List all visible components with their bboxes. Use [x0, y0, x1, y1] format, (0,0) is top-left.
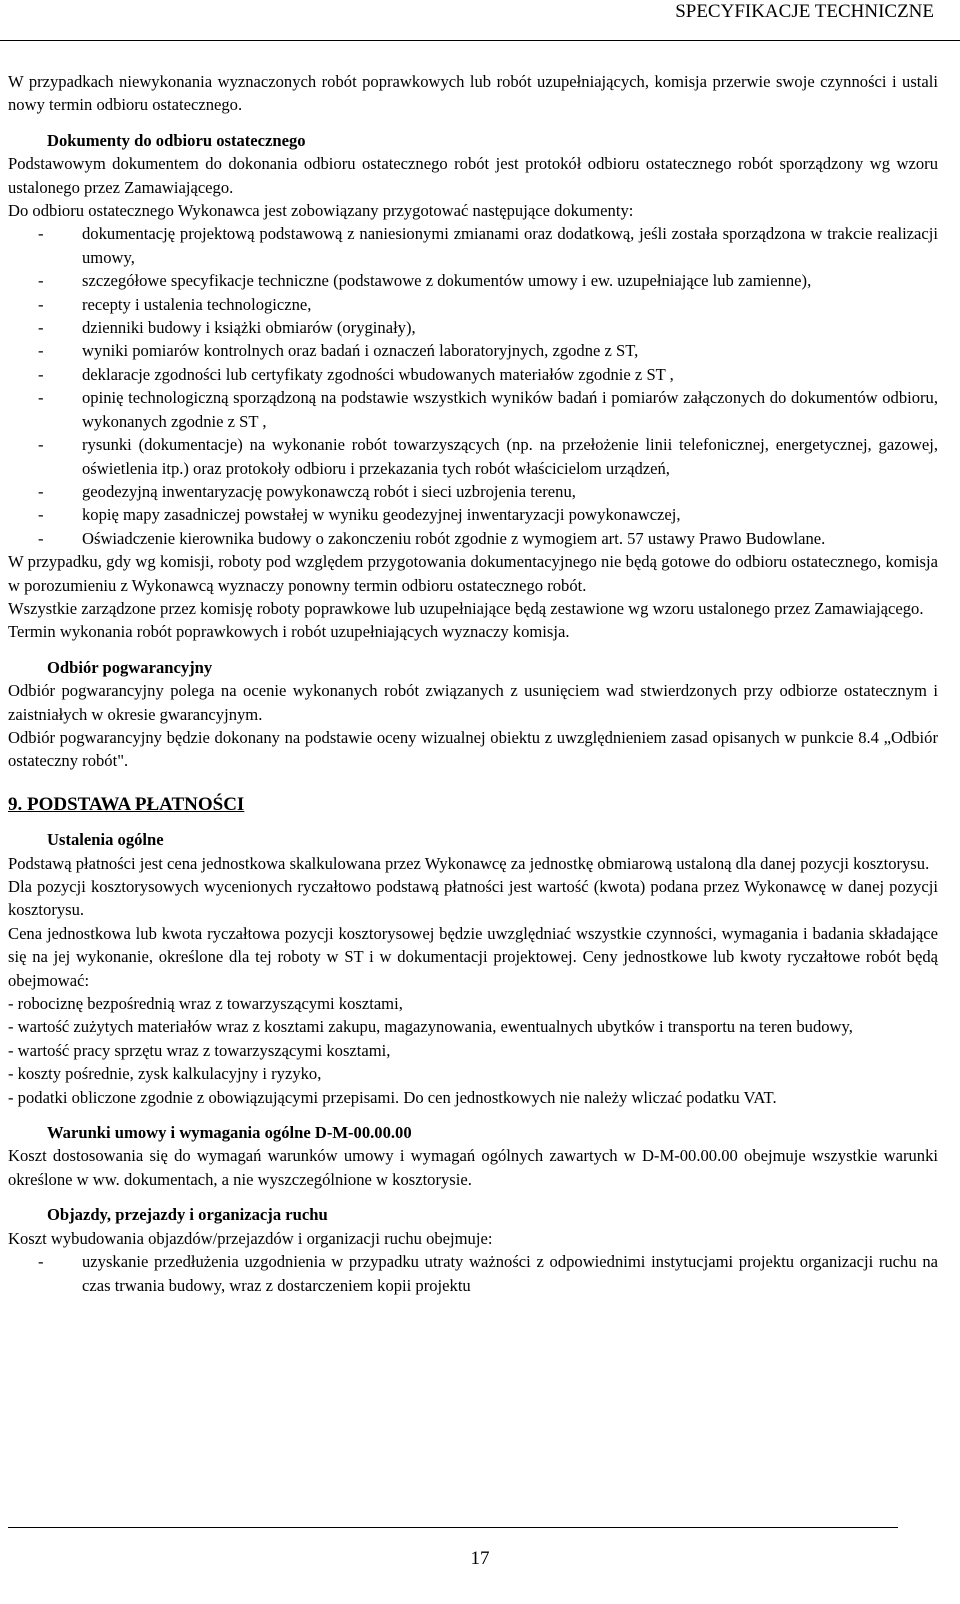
- detours-paragraph: Koszt wybudowania objazdów/przejazdów i organizacji ruchu obejmuje:: [8, 1228, 493, 1248]
- detours-list: [8, 1250, 938, 1297]
- section-title: 9. PODSTAWA PŁATNOŚCI: [8, 793, 245, 815]
- general-heading: Ustalenia ogólne: [47, 830, 164, 850]
- documents-paragraph-2: Do odbioru ostatecznego Wykonawca jest zobowiązany przygotować następujące dokumenty:: [8, 201, 634, 221]
- list-item: - Oświadczenie kierownika budowy o zakonczeniu robót zgodnie z wymogiem art. 57 ustawy Prawo Budowlane.: [8, 527, 938, 550]
- list-item: - wyniki pomiarów kontrolnych oraz badań i oznaczeń laboratoryjnych, zgodne z ST,: [8, 339, 938, 362]
- list-item: - kopię mapy zasadniczej powstałej w wyniku geodezyjnej inwentaryzacji powykonawczej,: [8, 503, 938, 526]
- list-item: - rysunki (dokumentacje) na wykonanie robót towarzyszących (np. na przełożenie linii telefonicznej, energetycznej, gazowej, oświetlenia itp.) oraz protokoły odbioru i przekazania tych robót właścicielom urządzeń,: [8, 433, 938, 480]
- cost-line: - koszty pośrednie, zysk kalkulacyjny i ryzyko,: [8, 1064, 322, 1084]
- general-paragraph-2: Dla pozycji kosztorysowych wycenionych ryczałtowo podstawą płatności jest wartość (kwota) podana przez Wykonawcę w danej pozycji kosztorysu.: [8, 877, 938, 920]
- documents-paragraph-5: Termin wykonania robót poprawkowych i robót uzupełniających wyznaczy komisja.: [8, 622, 570, 642]
- list-item: - uzyskanie przedłużenia uzgodnienia w przypadku utraty ważności z odpowiednimi instytucjami projektu organizacji ruchu na czas trwania budowy, wraz z dostarczeniem kopii projektu: [8, 1250, 938, 1297]
- document-body: [8, 70, 938, 1297]
- page-number: 17: [470, 1548, 490, 1569]
- general-paragraph-3: Cena jednostkowa lub kwota ryczałtowa pozycji kosztorysowej będzie uwzględniać wszystkie czynności, wymagania i badania składające się na jej wykonanie, określone dla tej roboty w ST i w dokumentacji projektowej. Ceny jednostkowe lub kwoty ryczałtowe robót będą obejmować:: [8, 923, 938, 990]
- header-title: SPECYFIKACJE TECHNICZNE: [675, 1, 934, 22]
- cost-line: - podatki obliczone zgodnie z obowiązującymi przepisami. Do cen jednostkowych nie należy wliczać podatku VAT.: [8, 1087, 777, 1107]
- cost-line: - robociznę bezpośrednią wraz z towarzyszącymi kosztami,: [8, 994, 403, 1014]
- documents-paragraph-1: Podstawowym dokumentem do dokonania odbioru ostatecznego robót jest protokół odbioru ostatecznego robót sporządzony wg wzoru ustalonego przez Zamawiającego.: [8, 154, 938, 197]
- intro-paragraph: W przypadkach niewykonania wyznaczonych robót poprawkowych lub robót uzupełniających, komisja przerwie swoje czynności i ustali nowy termin odbioru ostatecznego.: [8, 72, 938, 115]
- footer-divider: [8, 1527, 898, 1528]
- list-item: - dzienniki budowy i książki obmiarów (oryginały),: [8, 316, 938, 339]
- postwarranty-paragraph-2: Odbiór pogwarancyjny będzie dokonany na podstawie oceny wizualnej obiektu z uwzględnieniem zasad opisanych w punkcie 8.4 „Odbiór ostateczny robót".: [8, 727, 938, 771]
- postwarranty-paragraph-1: Odbiór pogwarancyjny polega na ocenie wykonanych robót związanych z usunięciem wad stwierdzonych przy odbiorze ostatecznym i zaistniałych w okresie gwarancyjnym.: [8, 681, 938, 724]
- contract-paragraph: Koszt dostosowania się do wymagań warunków umowy i wymagań ogólnych zawartych w D-M-00.00.00 obejmuje wszystkie warunki określone w ww. dokumentach, a nie wyszczególnione w kosztorysie.: [8, 1146, 938, 1189]
- documents-paragraph-4: Wszystkie zarządzone przez komisję roboty poprawkowe lub uzupełniające będą zestawione wg wzoru ustalonego przez Zamawiającego.: [8, 598, 924, 618]
- contract-heading: Warunki umowy i wymagania ogólne D-M-00.00.00: [47, 1123, 412, 1143]
- list-item: - szczegółowe specyfikacje techniczne (podstawowe z dokumentów umowy i ew. uzupełniające lub zamienne),: [8, 269, 938, 292]
- page-header: [0, 0, 960, 41]
- list-item: - deklaracje zgodności lub certyfikaty zgodności wbudowanych materiałów zgodnie z ST ,: [8, 363, 938, 386]
- documents-paragraph-3: W przypadku, gdy wg komisji, roboty pod względem przygotowania dokumentacyjnego nie będą gotowe do odbioru ostatecznego, komisja w porozumieniu z Wykonawcą wyznaczy ponowny termin odbioru ostatecznego robót.: [8, 552, 938, 595]
- documents-list: [8, 222, 938, 550]
- detours-heading: Objazdy, przejazdy i organizacja ruchu: [47, 1205, 328, 1225]
- cost-line: - wartość pracy sprzętu wraz z towarzyszącymi kosztami,: [8, 1040, 391, 1060]
- list-item: - geodezyjną inwentaryzację powykonawczą robót i sieci uzbrojenia terenu,: [8, 480, 938, 503]
- postwarranty-heading: Odbiór pogwarancyjny: [47, 657, 213, 677]
- list-item: - opinię technologiczną sporządzoną na podstawie wszystkich wyników badań i pomiarów załączonych do dokumentów odbioru, wykonanych zgodnie z ST ,: [8, 386, 938, 433]
- list-item: - recepty i ustalenia technologiczne,: [8, 293, 938, 316]
- list-item: - dokumentację projektową podstawową z naniesionymi zmianami oraz dodatkową, jeśli została sporządzona w trakcie realizacji umowy,: [8, 222, 938, 269]
- documents-heading: Dokumenty do odbioru ostatecznego: [47, 130, 306, 150]
- cost-line: - wartość zużytych materiałów wraz z kosztami zakupu, magazynowania, ewentualnych ubytków i transportu na teren budowy,: [8, 1017, 853, 1037]
- general-paragraph-1: Podstawą płatności jest cena jednostkowa skalkulowana przez Wykonawcę za jednostkę obmiarową ustaloną dla danej pozycji kosztorysu.: [8, 853, 930, 873]
